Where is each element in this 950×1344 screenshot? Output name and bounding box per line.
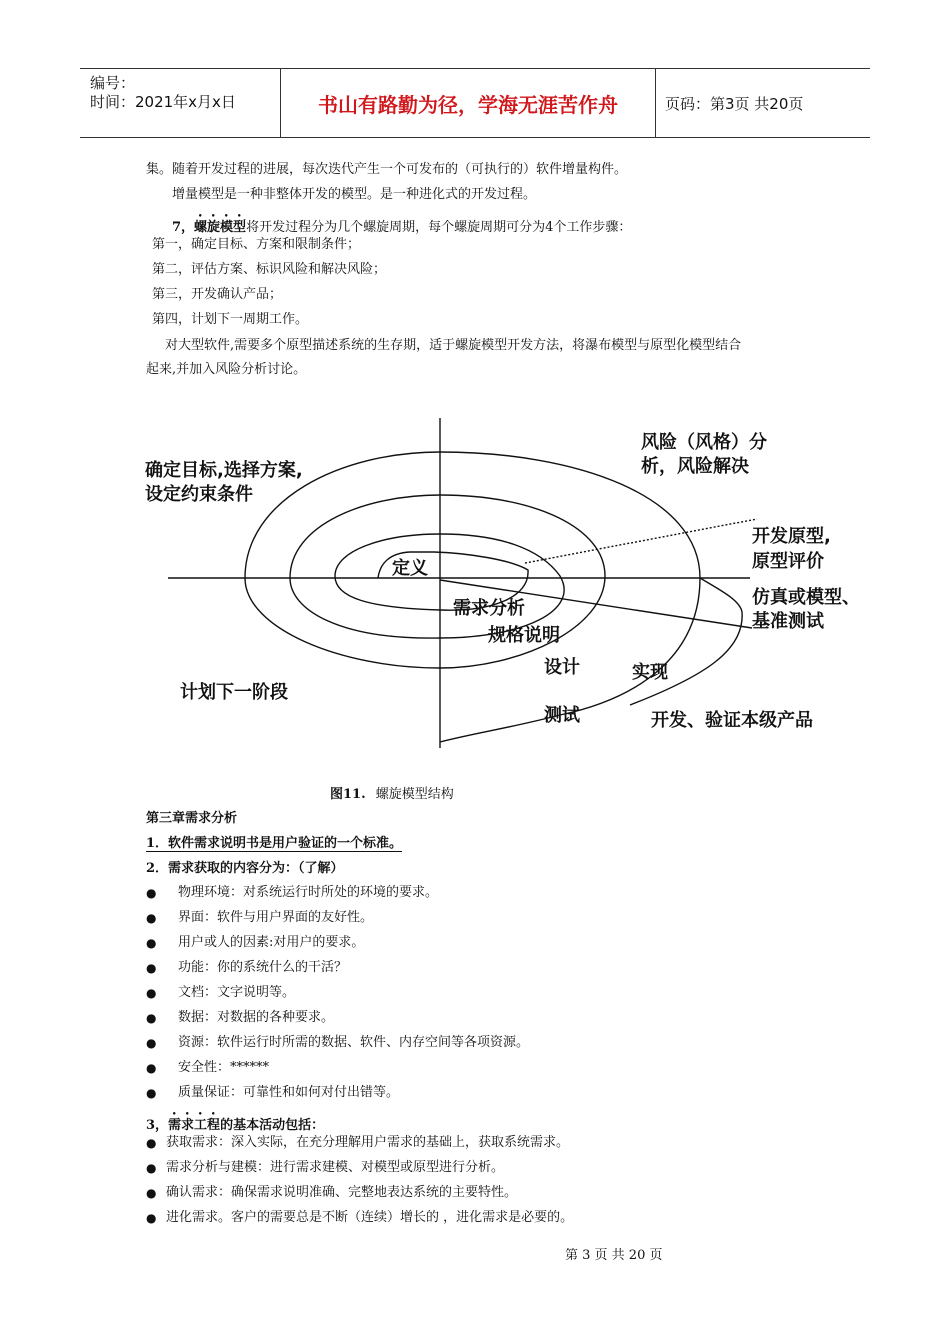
bullet-icon: ● — [146, 1036, 157, 1050]
bullet-item: 安全性：****** — [178, 1060, 270, 1075]
label-risk-b: 析，风险解决 — [641, 456, 749, 477]
label-plan-next: 计划下一阶段 — [180, 682, 288, 703]
requirements-engineering-term: 需求工程 — [168, 1118, 221, 1133]
label-requirements: 需求分析 — [453, 598, 525, 619]
para-3-num: 7， — [172, 220, 195, 235]
bullet-item: 进化需求。客户的需要总是不断（连续）增长的 ，进化需求是必要的。 — [166, 1210, 574, 1225]
time-label: 时间：2021年x月x日 — [90, 93, 236, 111]
label-objectives-a: 确定目标,选择方案, — [145, 460, 303, 481]
chapter-item-1 — [146, 835, 402, 853]
bullet-item: 用户或人的因素:对用户的要求。 — [178, 935, 365, 950]
bullet-icon: ● — [146, 1061, 157, 1075]
bullet-icon: ● — [146, 936, 157, 950]
label-objectives-b: 设定约束条件 — [145, 484, 253, 505]
bullet-item: 功能：你的系统什么的干活？ — [178, 960, 348, 975]
label-define: 定义 — [392, 558, 428, 579]
motto: 书山有路勤为径，学海无涯苦作舟 — [318, 92, 618, 117]
dotted-pointer — [525, 519, 757, 563]
para-1: 集。随着开发过程的进展，每次迭代产生一个可发布的（可执行的）软件增量构件。 — [146, 162, 628, 177]
label-prototype-a: 开发原型, — [752, 526, 831, 547]
bullet-item: 获取需求：深入实际，在充分理解用户需求的基础上，获取系统需求。 — [166, 1135, 570, 1150]
number-label: 编号： — [90, 74, 136, 92]
chapter-item-3-rest: 的基本活动包括： — [220, 1118, 325, 1133]
page-code: 页码：第3页 共20页 — [665, 94, 804, 113]
bullet-icon: ● — [146, 986, 157, 1000]
step-3: 第三，开发确认产品； — [152, 287, 283, 302]
label-test: 测试 — [544, 705, 580, 726]
step-2: 第二，评估方案、标识风险和解决风险； — [152, 262, 387, 277]
bullet-item: 物理环境：对系统运行时所处的环境的要求。 — [178, 885, 439, 900]
page-header — [80, 68, 870, 138]
bullet-item: 界面：软件与用户界面的友好性。 — [178, 910, 374, 925]
bullet-icon: ● — [146, 1136, 157, 1150]
label-risk-a: 风险（风格）分 — [641, 432, 767, 453]
step-4: 第四，计划下一周期工作。 — [152, 312, 309, 327]
label-spec: 规格说明 — [488, 625, 560, 646]
bullet-icon: ● — [146, 1186, 157, 1200]
bullet-icon: ● — [146, 1161, 157, 1175]
page-footer: 第 3 页 共 20 页 — [565, 1248, 663, 1263]
figure-caption — [330, 786, 454, 804]
header-motto-cell — [280, 69, 656, 137]
bullet-item: 文档：文字说明等。 — [178, 985, 296, 1000]
label-develop-verify: 开发、验证本级产品 — [651, 710, 813, 731]
bullet-item: 资源：软件运行时所需的数据、软件、内存空间等各项资源。 — [178, 1035, 530, 1050]
para-3-rest: 将开发过程分为几个螺旋周期，每个螺旋周期可分为4个工作步骤： — [246, 220, 632, 235]
bullet-icon: ● — [146, 1211, 157, 1225]
label-implement: 实现 — [632, 662, 668, 683]
bullet-icon: ● — [146, 1011, 157, 1025]
chapter-title: 第三章需求分析 — [146, 811, 238, 826]
para-4a: 对大型软件,需要多个原型描述系统的生存期，适于螺旋模型开发方法，将瀑布模型与原型化模型结合 — [165, 338, 742, 353]
bullet-icon: ● — [146, 886, 157, 900]
spiral-model-term: 螺旋模型 — [194, 220, 247, 235]
label-simulation-a: 仿真或模型、 — [752, 587, 860, 608]
para-4b: 起来,并加入风险分析讨论。 — [146, 362, 307, 377]
header-page-cell — [655, 69, 870, 137]
label-simulation-b: 基准测试 — [752, 611, 824, 632]
bullet-item: 需求分析与建模：进行需求建模、对模型或原型进行分析。 — [166, 1160, 505, 1175]
bullet-item: 数据：对数据的各种要求。 — [178, 1010, 335, 1025]
bullet-item: 质量保证：可靠性和如何对付出错等。 — [178, 1085, 400, 1100]
bullet-icon: ● — [146, 911, 157, 925]
chapter-item-2: 2．需求获取的内容分为：（了解） — [146, 861, 344, 876]
bullet-item: 确认需求：确保需求说明准确、完整地表达系统的主要特性。 — [166, 1185, 518, 1200]
label-prototype-b: 原型评价 — [752, 551, 824, 572]
bullet-icon: ● — [146, 1086, 157, 1100]
spiral-outer-right — [630, 578, 742, 705]
para-2: 增量模型是一种非整体开发的模型。是一种进化式的开发过程。 — [172, 187, 537, 202]
label-design: 设计 — [544, 657, 580, 678]
caption-number: 图11. — [330, 787, 366, 802]
bullet-icon: ● — [146, 961, 157, 975]
caption-text: 螺旋模型结构 — [375, 787, 454, 802]
spiral-diagram — [0, 400, 950, 760]
chapter-item-3 — [146, 1109, 324, 1135]
step-1: 第一，确定目标、方案和限制条件； — [152, 237, 361, 252]
header-meta — [80, 69, 280, 137]
chapter-item-3-num: 3， — [146, 1118, 169, 1133]
spiral-path — [245, 452, 700, 742]
para-3 — [172, 211, 631, 237]
chapter-item-1-text: 1．软件需求说明书是用户验证的一个标准。 — [146, 836, 403, 851]
